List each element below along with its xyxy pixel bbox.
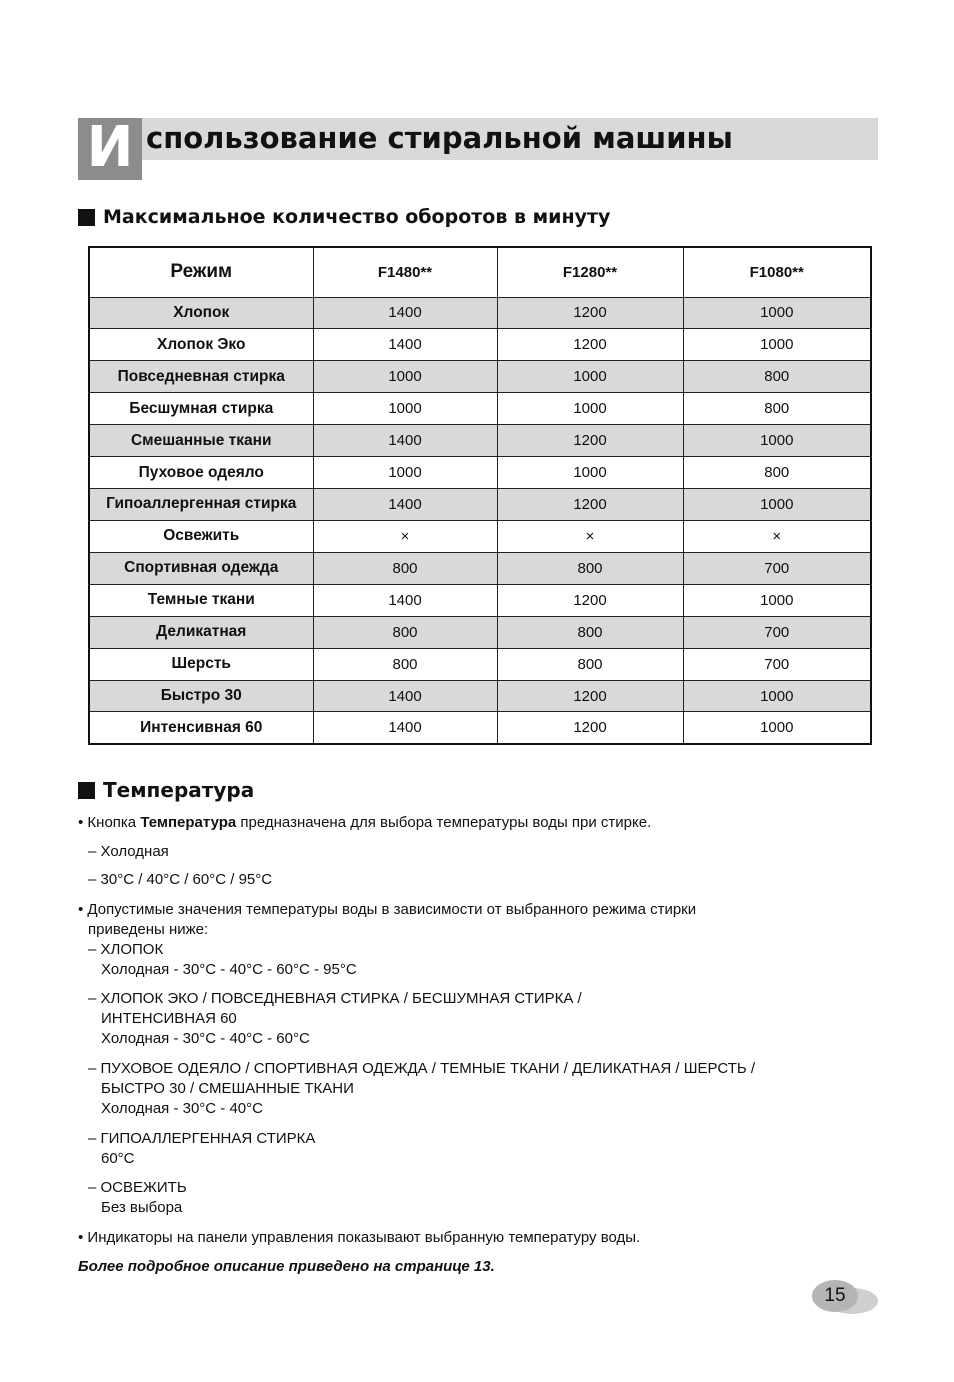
section-heading-text: Максимальное количество оборотов в минуту — [103, 206, 611, 228]
table-row — [89, 520, 871, 552]
mode-cell: Бесшумная стирка — [89, 393, 313, 425]
mode-cell: Шерсть — [89, 648, 313, 680]
rpm-cell: 1000 — [683, 297, 871, 329]
mode-cell: Хлопок Эко — [89, 329, 313, 361]
table-row — [89, 361, 871, 393]
mode-cell: Темные ткани — [89, 584, 313, 616]
rpm-cell: 800 — [497, 616, 683, 648]
table-row — [89, 393, 871, 425]
group-1-value: Холодная - 30°C - 40°C - 60°C - 95°C — [101, 961, 357, 978]
table-row — [89, 648, 871, 680]
group-5-title: – ОСВЕЖИТЬ — [88, 1179, 187, 1196]
table-row — [89, 297, 871, 329]
rpm-cell: × — [683, 520, 871, 552]
group-1-title: – ХЛОПОК — [88, 941, 164, 958]
title-initial: И — [86, 115, 134, 180]
rpm-cell: 800 — [497, 552, 683, 584]
rpm-cell: 1200 — [497, 297, 683, 329]
rpm-cell: 1400 — [313, 425, 497, 457]
table-row — [89, 712, 871, 744]
rpm-table — [88, 246, 872, 745]
header-mode: Режим — [89, 247, 313, 297]
section-heading-rpm — [78, 204, 610, 230]
rpm-cell: 1400 — [313, 712, 497, 744]
mode-cell: Пуховое одеяло — [89, 457, 313, 489]
rpm-cell: 800 — [497, 648, 683, 680]
rpm-cell: 1000 — [497, 361, 683, 393]
group-2-title-line2: ИНТЕНСИВНАЯ 60 — [101, 1010, 237, 1027]
table-row — [89, 457, 871, 489]
header-f1280: F1280** — [497, 247, 683, 297]
rpm-cell: 800 — [683, 457, 871, 489]
mode-cell: Интенсивная 60 — [89, 712, 313, 744]
rpm-cell: × — [497, 520, 683, 552]
section-heading-text: Температура — [103, 778, 255, 802]
group-4-title: – ГИПОАЛЛЕРГЕННАЯ СТИРКА — [88, 1130, 316, 1147]
rpm-cell: 700 — [683, 616, 871, 648]
rpm-cell: 1000 — [683, 329, 871, 361]
group-3-value: Холодная - 30°C - 40°C — [101, 1100, 263, 1117]
rpm-cell: 1400 — [313, 584, 497, 616]
temp-option-values: – 30°C / 40°C / 60°C / 95°C — [88, 871, 273, 888]
group-3-title-line1: – ПУХОВОЕ ОДЕЯЛО / СПОРТИВНАЯ ОДЕЖДА / ТЕМНЫЕ ТКАНИ / ДЕЛИКАТНАЯ / ШЕРСТЬ / — [88, 1060, 756, 1077]
reference-note: Более подробное описание приведено на странице 13. — [78, 1258, 495, 1275]
square-bullet-icon — [78, 209, 95, 226]
table-row — [89, 584, 871, 616]
rpm-cell: × — [313, 520, 497, 552]
rpm-cell: 1000 — [497, 393, 683, 425]
rpm-cell: 1400 — [313, 297, 497, 329]
mode-cell: Гипоаллергенная стирка — [89, 489, 313, 521]
rpm-cell: 1200 — [497, 584, 683, 616]
rpm-cell: 1000 — [683, 425, 871, 457]
rpm-cell: 1400 — [313, 329, 497, 361]
rpm-cell: 1000 — [313, 393, 497, 425]
rpm-cell: 1200 — [497, 680, 683, 712]
mode-cell: Смешанные ткани — [89, 425, 313, 457]
mode-cell: Быстро 30 — [89, 680, 313, 712]
section-heading-temperature — [78, 777, 254, 803]
rpm-cell: 1000 — [683, 680, 871, 712]
temp-paragraph-2-line2: приведены ниже: — [88, 921, 209, 938]
mode-cell: Освежить — [89, 520, 313, 552]
mode-cell: Деликатная — [89, 616, 313, 648]
table-row — [89, 680, 871, 712]
group-4-value: 60°C — [101, 1150, 135, 1167]
rpm-cell: 800 — [313, 648, 497, 680]
mode-cell: Спортивная одежда — [89, 552, 313, 584]
rpm-cell: 1400 — [313, 489, 497, 521]
temp-paragraph-2-line1: • Допустимые значения температуры воды в зависимости от выбранного режима стирки — [78, 901, 697, 918]
rpm-cell: 700 — [683, 552, 871, 584]
group-5-value: Без выбора — [101, 1199, 183, 1216]
rpm-cell: 800 — [683, 393, 871, 425]
group-2-value: Холодная - 30°C - 40°C - 60°C — [101, 1030, 310, 1047]
table-body — [89, 297, 871, 744]
table-row — [89, 329, 871, 361]
table-header-row — [89, 247, 871, 297]
text: предназначена для выбора температуры воды при стирке. — [236, 814, 652, 831]
square-bullet-icon — [78, 782, 95, 799]
table-row — [89, 489, 871, 521]
text: • Кнопка — [78, 814, 141, 831]
rpm-cell: 800 — [313, 552, 497, 584]
temp-paragraph-3: • Индикаторы на панели управления показывают выбранную температуру воды. — [78, 1229, 641, 1246]
rpm-cell: 1000 — [683, 584, 871, 616]
rpm-cell: 1000 — [313, 361, 497, 393]
page-number: 15 — [812, 1280, 858, 1312]
header-f1080: F1080** — [683, 247, 871, 297]
rpm-cell: 1200 — [497, 712, 683, 744]
page-title: спользование стиральной машины — [146, 121, 733, 155]
mode-cell: Хлопок — [89, 297, 313, 329]
text-bold: Температура — [140, 814, 237, 831]
rpm-cell: 800 — [683, 361, 871, 393]
rpm-cell: 1200 — [497, 425, 683, 457]
group-3-title-line2: БЫСТРО 30 / СМЕШАННЫЕ ТКАНИ — [101, 1080, 354, 1097]
rpm-cell: 1000 — [497, 457, 683, 489]
rpm-cell: 1200 — [497, 329, 683, 361]
temp-paragraph-1 — [78, 813, 651, 833]
temp-option-cold: – Холодная — [88, 843, 169, 860]
group-2-title-line1: – ХЛОПОК ЭКО / ПОВСЕДНЕВНАЯ СТИРКА / БЕСШУМНАЯ СТИРКА / — [88, 990, 582, 1007]
rpm-cell: 1000 — [683, 489, 871, 521]
rpm-cell: 1400 — [313, 680, 497, 712]
table-row — [89, 552, 871, 584]
mode-cell: Повседневная стирка — [89, 361, 313, 393]
rpm-cell: 800 — [313, 616, 497, 648]
rpm-cell: 1000 — [313, 457, 497, 489]
rpm-cell: 700 — [683, 648, 871, 680]
table-row — [89, 425, 871, 457]
rpm-cell: 1000 — [683, 712, 871, 744]
rpm-cell: 1200 — [497, 489, 683, 521]
table-row — [89, 616, 871, 648]
header-f1480: F1480** — [313, 247, 497, 297]
